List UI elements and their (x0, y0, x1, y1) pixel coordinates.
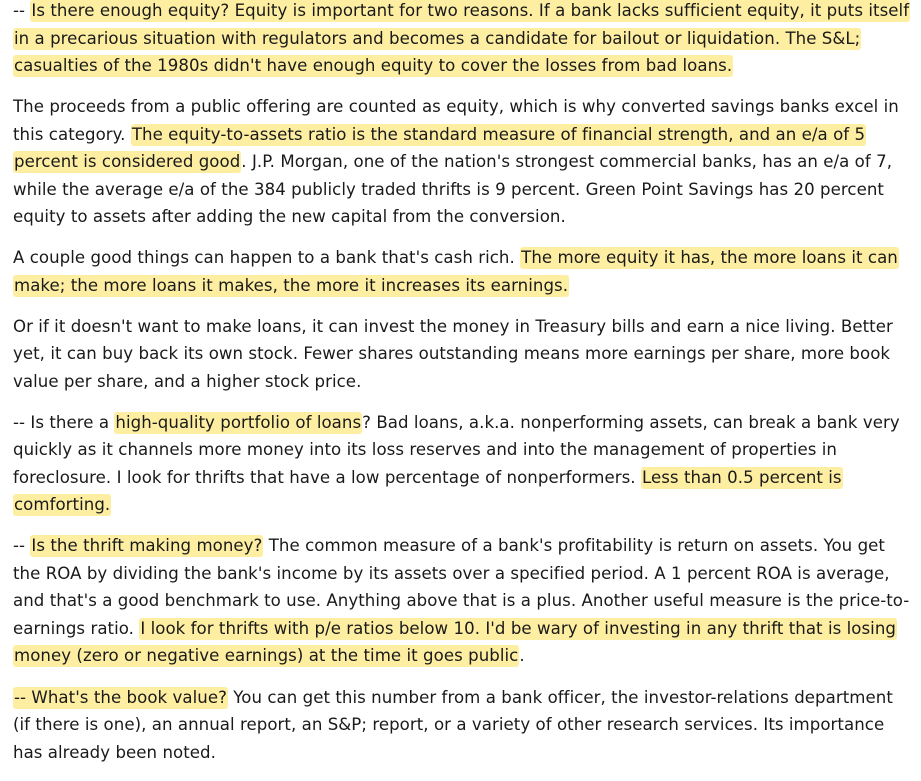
paragraph (13, 684, 913, 767)
paragraph (13, 93, 913, 231)
paragraph (13, 409, 913, 519)
highlighted-text: The equity-to-assets ratio is the standard measure of financial strength, and an e/a of 5 percent is considered good (14, 124, 866, 172)
body-text: -- (13, 1, 31, 20)
body-text: You can get this number from a bank officer, the investor-relations department (if there is one), an annual report, an S&P; report, or a variety of other research services. Its importance has already been noted. (13, 687, 893, 762)
highlighted-text: -- What's the book value? (14, 687, 227, 707)
body-text: Or if it doesn't want to make loans, it can invest the money in Treasury bills and earn a nice living. Better yet, it can buy back its own stock. Fewer shares outstanding means more earnings per share, more book value per share, and a higher stock price. (13, 316, 893, 391)
highlighted-text: I look for thrifts with p/e ratios below 10. I'd be wary of investing in any thrift that is losing money (zero or negative earnings) at the time it goes public (14, 618, 896, 666)
paragraph (13, 0, 913, 80)
highlighted-text: Is the thrift making money? (31, 536, 263, 556)
paragraph (13, 244, 913, 299)
body-text: ? Bad loans, a.k.a. nonperforming assets, can break a bank very quickly as it channels more money into its loss reserves and into the management of properties in foreclosure. I look for thrifts that have a low percentage of nonperformers. (13, 412, 900, 487)
body-text: -- (13, 536, 31, 556)
highlighted-text: Less than 0.5 percent is comforting. (14, 467, 842, 515)
paragraph (13, 532, 913, 670)
article-body (13, 0, 913, 766)
paragraph (13, 313, 913, 396)
body-text: A couple good things can happen to a bank that's cash rich. (13, 248, 521, 268)
body-text: The common measure of a bank's profitability is return on assets. You get the ROA by dividing the bank's income by its assets over a specified period. A 1 percent ROA is average, and that's a good benchmark to use. Anything above that is a plus. Another useful measure is the price-to-earnings ratio. (13, 536, 910, 638)
body-text: -- Is there a (13, 412, 115, 432)
highlighted-text: The more equity it has, the more loans it can make; the more loans it makes, the more it increases its earnings. (14, 248, 898, 295)
highlighted-text: Is there enough equity? Equity is important for two reasons. If a bank lacks sufficient equity, it puts itself in a precarious situation with regulators and becomes a candidate for bailout or liquidation. The S&L; casualties of the 1980s didn't have enough equity to cover the losses from bad loans. (14, 1, 910, 75)
body-text: . (519, 646, 525, 666)
body-text: . J.P. Morgan, one of the nation's strongest commercial banks, has an e/a of 7, while the average e/a of the 384 publicly traded thrifts is 9 percent. Green Point Savings has 20 percent equity to assets after adding the new capital from the conversion. (13, 152, 893, 227)
highlighted-text: high-quality portfolio of loans (115, 412, 362, 432)
body-text: The proceeds from a public offering are counted as equity, which is why converted savings banks excel in this category. (13, 97, 899, 144)
